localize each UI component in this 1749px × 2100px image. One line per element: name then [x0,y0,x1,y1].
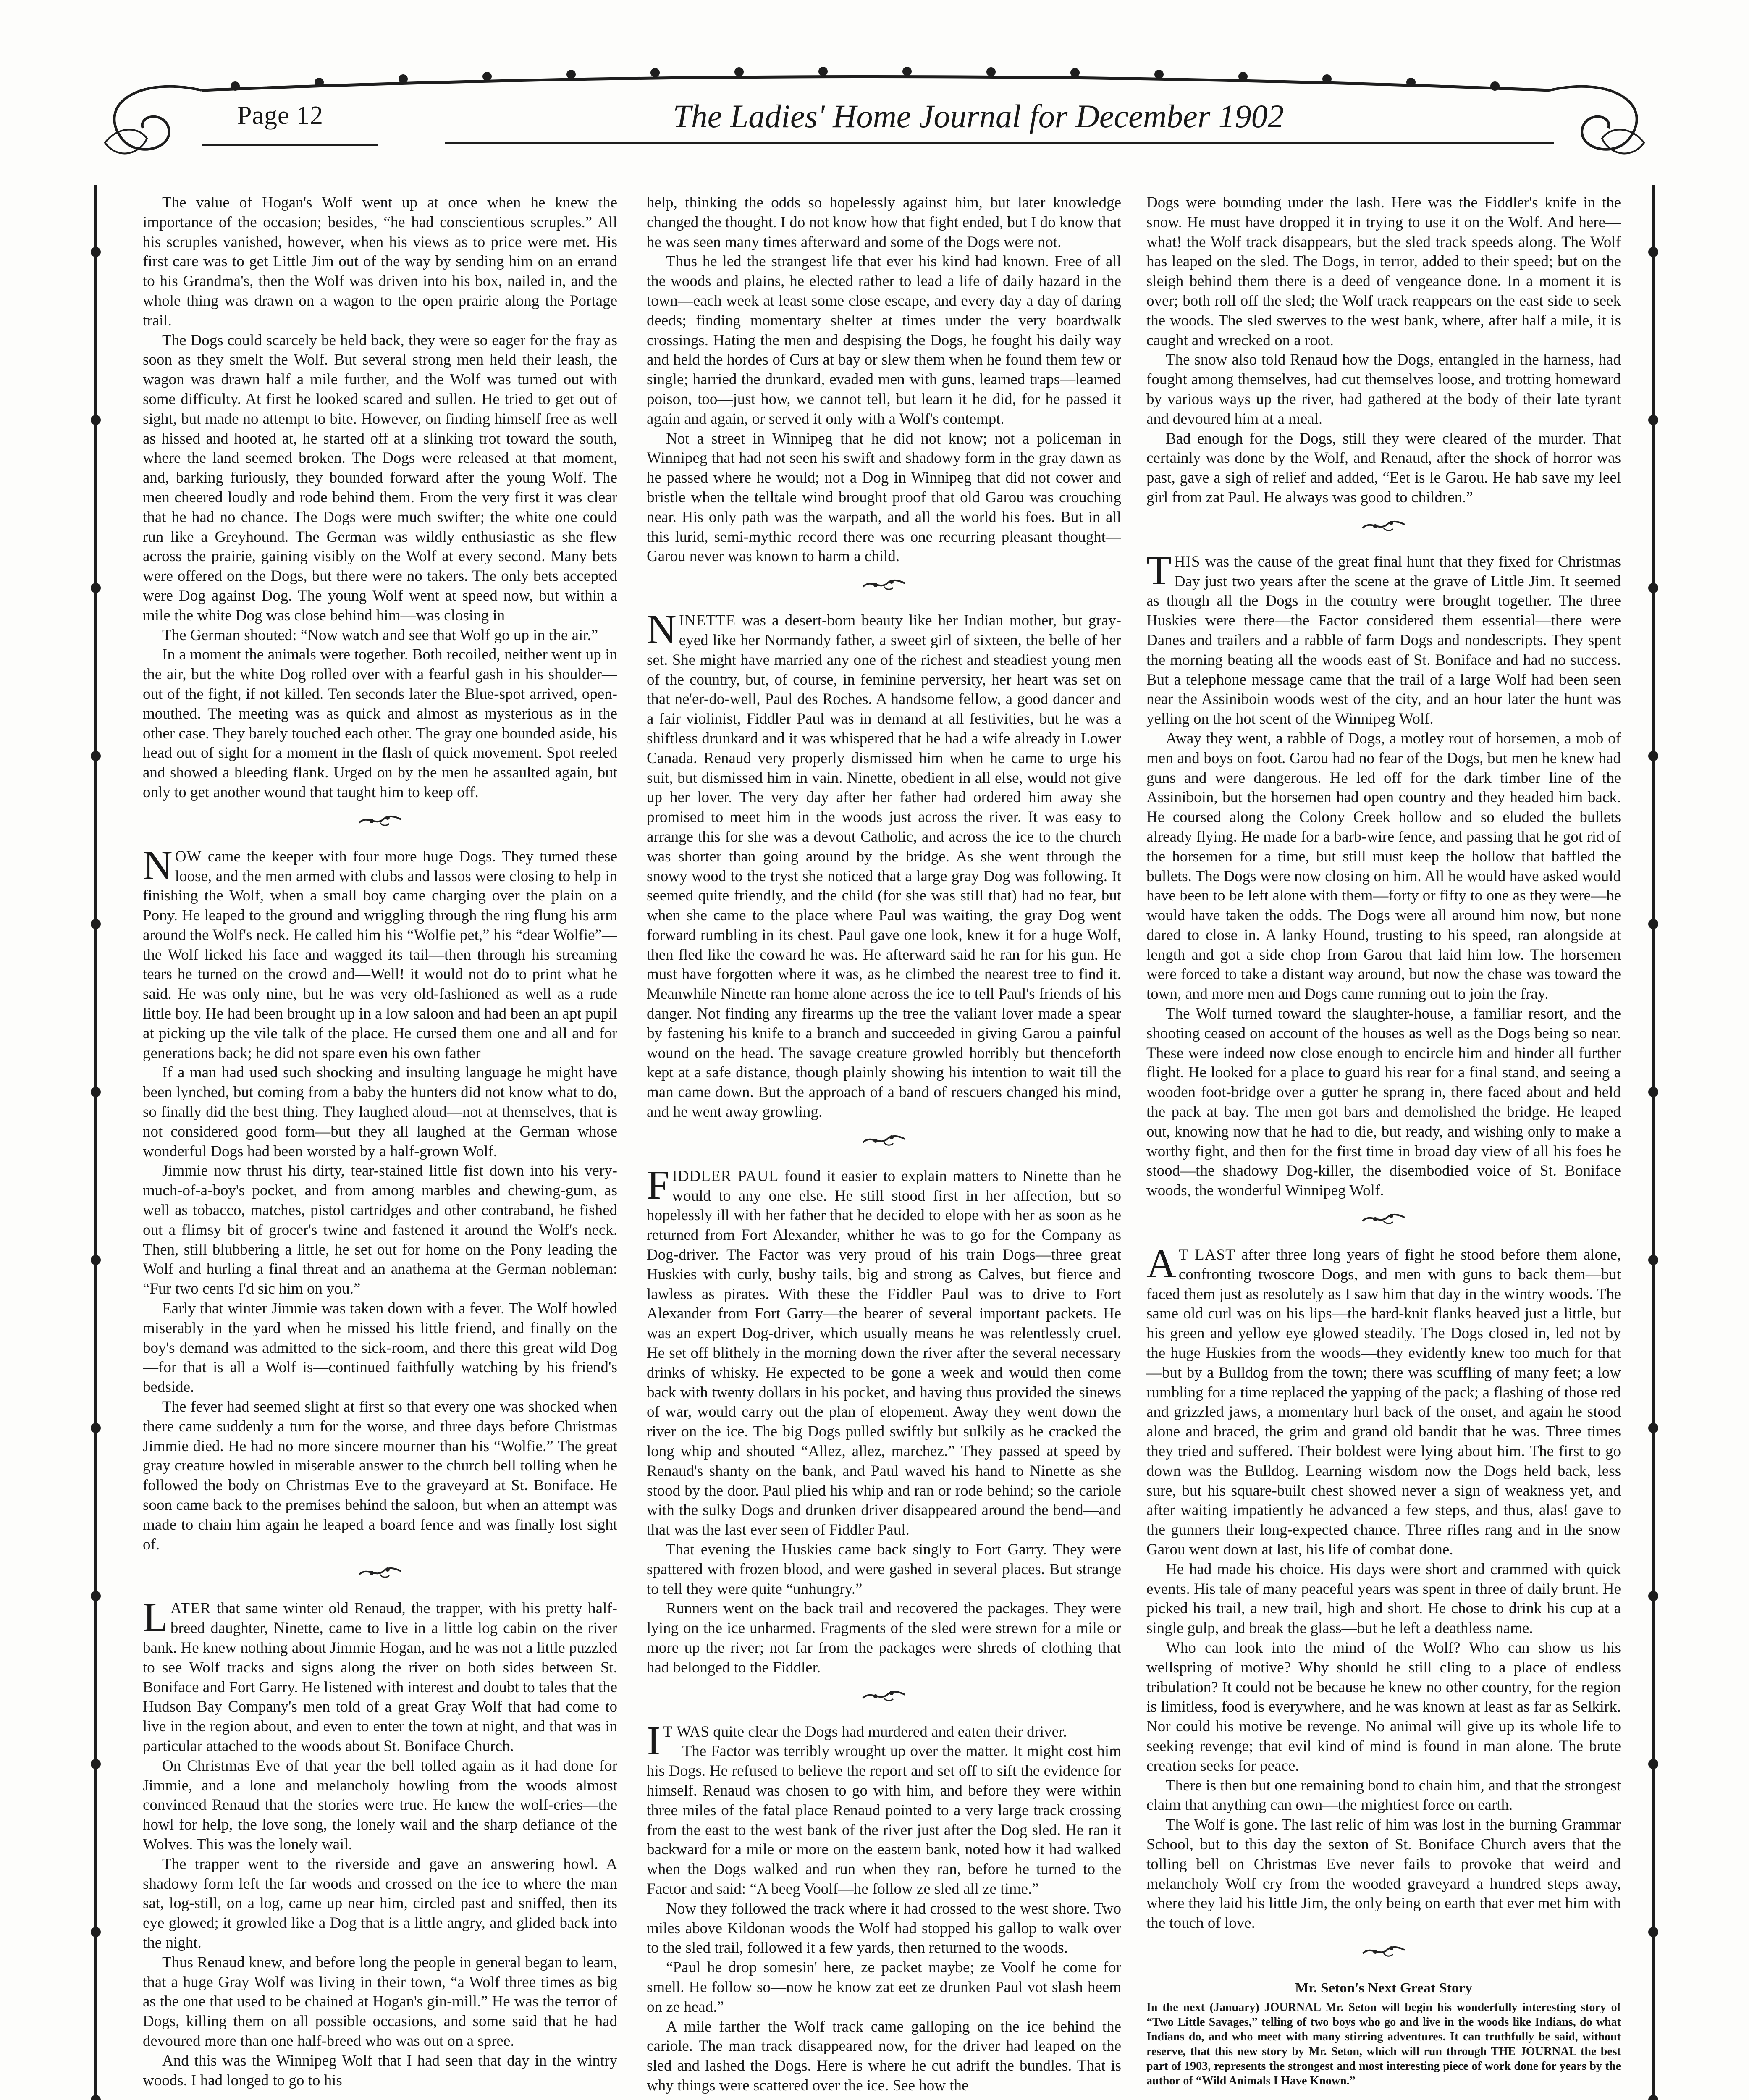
lead-in: INETTE [679,612,736,630]
drop-cap: I [647,1718,661,1764]
drop-cap: N [143,843,173,888]
running-head: The Ladies' Home Journal for December 1902 [673,98,1284,134]
paragraph: help, thinking the odds so hopelessly against him, but later knowledge changed the thought. I do not know how that fight ended, but I do know that he was seen many times afterward and some of the Dogs were not. [647,194,1121,251]
paragraph: Not a street in Winnipeg that he did not know; not a policeman in Winnipeg that had not seen his swift and shadowy form in the gray dawn as he passed where he would; not a Dog in Winnipeg that did not cower and bristle when the telltale wind brought proof that old Garou was crouching near. His only path was the warpath, and all the world his foes. But in all this lurid, semi-mythic record there was one recurring pleasant thought—Garou never was known to harm a child. [647,430,1121,565]
lead-in: HIS [1174,553,1201,570]
paragraph: The snow also told Renaud how the Dogs, entangled in the harness, had fought among themselves, had cut themselves loose, and trotting homeward by various ways up the river, had gathered at the body of their late tyrant and devoured him at a meal. [1146,351,1621,428]
text-column-2 [647,193,1121,2100]
paragraph: The trapper went to the riverside and gave an answering howl. A shadowy form left the far woods and crossed on the ice to where the man sat, log-still, on a log, came up near him, circled past and sniffed, then its eye glowed; it growled like a Dog that is a little angry, and glided back into the night. [143,1855,617,1951]
section-ornament-icon [647,1685,1121,1715]
paragraph: Thus he led the strangest life that ever his kind had known. Free of all the woods and plains, he elected rather to lead a life of daily hazard in the town—each week at least some close escape, and every day a day of daring deeds; finding momentary shelter at times under the very boardwalk crossings. Hating the men and despising the Dogs, he fought his daily way and held the hordes of Curs at bay or slew them when he found them few or single; harried the drunkard, evaded men with guns, learned traps—learned poison, too—just how, we cannot tell, but learn it he did, for he passed it again and again, or served it only with a Wolf's contempt. [647,253,1121,428]
paragraph-text: came the keeper with four more huge Dogs. They turned these loose, and the men armed with clubs and lassos were closing to help in finishing the Wolf, when a small boy came charging over the plain on a Pony. He leaped to the ground and wriggling through the ring flung his arm around the Wolf's neck. He called him his “Wolfie pet,” his “dear Wolfie”—the Wolf licked his face and wagged its tail—then through his streaming tears he turned on the crowd and—Well! it would not do to print what he said. He was only nine, but he was very old-fashioned as well as a rude little boy. He had been brought up in a low saloon and had been an apt pupil at picking up the vile talk of the place. He cursed them one and all and for generations back; he did not spare even his own father [143,848,617,1062]
section-ornament-icon [647,1130,1121,1159]
paragraph: The Factor was terribly wrought up over the matter. It might cost him his Dogs. He refused to believe the report and set off to sift the evidence for himself. Renaud was chosen to go with him, and before they were within three miles of the fatal place Renaud pointed to a very large track crossing from the east to the west bank of the river just after the Dog sled. He ran it backward for a mile or more on the eastern bank, noted how it had walked when the Dogs walked and run when they ran, before he turned to the Factor and said: “A beeg Voolf—he follow ze sled all ze time.” [647,1743,1121,1898]
paragraph: And this was the Winnipeg Wolf that I had seen that day in the wintry woods. I had longed to go to his [143,2052,617,2089]
section-ornament-icon [1146,1941,1621,1970]
paragraph: Away they went, a rabble of Dogs, a motley rout of horsemen, a mob of men and boys on foot. Garou had no fear of the Dogs, but men he knew had guns and were dangerous. He led off for the dark timber line of the Assiniboin, but the horsemen had open country and they headed him back. He coursed along the Colony Creek hollow and so eluded the bullets already flying. He made for a barb-wire fence, and passing that he got rid of the horsemen for a time, but still must keep the hollow that baffled the bullets. The Dogs were now closing on him. All he would have asked would have been to be left alone with them—forty or fifty to one as they were—he would have taken the odds. The Dogs were all around him now, but none dared to close in. A lanky Hound, trusting to his speed, ran alongside at length and got a side chop from Garou that laid him low. The horsemen were forced to take a distant way around, but now the chase was toward the town, and more men and Dogs came running out to join the fray. [1146,730,1621,1003]
paragraph: Jimmie now thrust his dirty, tear-stained little fist down into his very-much-of-a-boy's pocket, and from among marbles and chewing-gum, as well as tobacco, matches, pistol cartridges and other contraband, he fished out a flimsy bit of grocer's twine and fastened it around the Wolf's neck. Then, still blubbering a little, he set out for home on the Pony leading the Wolf and hurling a final threat and an anathema at the German nobleman: “Fur two cents I'd sic him on you.” [143,1162,617,1298]
section-ornament-icon [1146,515,1621,545]
paragraph: “Paul he drop somesin' here, ze packet maybe; ze Voolf he come for smell. He follow so—now he know zat eet ze drunken Paul vot slash heem on ze head.” [647,1959,1121,2016]
text-column-1 [143,193,617,2100]
paragraph: Early that winter Jimmie was taken down with a fever. The Wolf howled miserably in the yard when he missed his little friend, and finally on the boy's demand was admitted to the sick-room, and there this great wild Dog—for that is all a Wolf is—continued faithfully watching by his friend's bedside. [143,1300,617,1396]
next-story-heading: Mr. Seton's Next Great Story [1295,1980,1473,1996]
paragraph: The German shouted: “Now watch and see that Wolf go up in the air.” [162,626,598,644]
drop-cap: A [1146,1241,1176,1287]
paragraph: The Wolf turned toward the slaughter-house, a familiar resort, and the shooting ceased on account of the houses as well as the Dogs being so near. These were indeed now close enough to encircle him and hinder all further flight. He looked for a place to guard his rear for a final stand, and seeing a wooden foot-bridge over a gutter he sprang in, there faced about and held the pack at bay. The men got bars and demolished the bridge. He leaped out, knowing now that he had to die, but ready, and wishing only to make a worthy fight, and then for the first time in broad day view of all his foes he stood—the shadowy Dog-killer, the disembodied voice of St. Boniface woods, the wonderful Winnipeg Wolf. [1146,1005,1621,1200]
paragraph: Runners went on the back trail and recovered the packages. They were lying on the ice unharmed. Fragments of the sled were strewn for a mile or more up the river; not far from the packages were shreds of clothing that had belonged to the Fiddler. [647,1600,1121,1676]
section-ornament-icon [143,810,617,840]
lead-in: T LAST [1178,1246,1235,1264]
paragraph: Dogs were bounding under the lash. Here was the Fiddler's knife in the snow. He must have dropped it in trying to use it on the Wolf. And here—what! the Wolf track disappears, but the sled track speeds along. The Wolf has leaped on the sled. The Dogs, in terror, added to their speed; but on the sleigh behind them there is a deed of vengeance done. In a moment it is over; both roll off the sled; the Wolf track reappears on the east side to seek the woods. The sled swerves to the west bank, where, after half a mile, it is caught and wrecked on a root. [1146,194,1621,349]
paragraph-text: was a desert-born beauty like her Indian mother, but gray-eyed like her Normandy father, a sweet girl of sixteen, the belle of her set. She might have married any one of the richest and steadiest young men of the country, but, of course, in feminine perversity, her heart was set on that ne'er-do-well, Paul des Roches. A handsome fellow, a good dancer and a fair violinist, Fiddler Paul was in demand at all festivities, but he was a shiftless drunkard and it was whispered that he had a wife already in Lower Canada. Renaud very properly dismissed him when he came to urge his suit, but dismissed him in vain. Ninette, obedient in all else, would not give up her lover. The very day after her father had ordered him away she promised to meet him in the woods just across the river. It was easy to arrange this for she was a devout Catholic, and across the ice to the church was shorter than going around by the bridge. As she went through the snowy wood to the tryst she noticed that a large gray Dog was following. It seemed quite friendly, and the child (for she was still that) had no fear, but when she came to the place where Paul was waiting, the gray Dog went forward rumbling in its chest. Paul gave one look, knew it for a huge Wolf, then fled like the coward he was. He afterward said he ran for his gun. He must have forgotten where it was, as he climbed the nearest tree to find it. Meanwhile Ninette ran home alone across the ice to tell Paul's friends of his danger. Not finding any firearms up the tree the valiant lover made a spear by fastening his knife to a branch and succeeded in giving Garou a painful wound on the head. The savage creature growled horribly but thenceforth kept at a safe distance, though plainly showing his intention to wait till the man came down. But the approach of a band of rescuers changed his mind, and he went away growling. [647,612,1121,1121]
page-number: Page 12 [237,101,324,130]
next-story-notice: In the next (January) JOURNAL Mr. Seton will begin his wonderfully interesting story of “Two Little Savages,” telling of two boys who go and live in the woods like Indians, do what Indians do, and who meet with many stirring adventures. It can truthfully be said, without reserve, that this new story by Mr. Seton, which will run through THE JOURNAL the best part of 1903, represents the strongest and most interesting piece of work done for years by the author of “Wild Animals I Have Known.” [1146,2000,1621,2087]
paragraph: Bad enough for the Dogs, still they were cleared of the murder. That certainly was done by the Wolf, and Renaud, after the shock of horror was past, gave a sigh of relief and added, “Eet is le Garou. He hab save my leel girl from zat Paul. He always was good to children.” [1146,430,1621,506]
paragraph: The Dogs could scarcely be held back, they were so eager for the fray as soon as they smelt the Wolf. But several strong men held their leash, the wagon was drawn half a mile further, and the Wolf was turned out with some difficulty. At first he looked scared and sullen. He tried to get out of sight, but made no attempt to bite. However, on finding himself free as well as hissed and hooted at, he started off at a slinking trot toward the south, where the land seemed broken. The Dogs were released at that moment, and, barking furiously, they bounded forward after the young Wolf. The men cheered loudly and rode behind them. From the very first it was clear that he had no chance. The Dogs were much swifter; the white one could run like a Greyhound. The German was wildly enthusiastic as she flew across the prairie, gaining visibly on the Wolf at every second. Many bets were offered on the Dogs, but there were no takers. The only bets accepted were Dog against Dog. The young Wolf went at speed now, but within a mile the white Dog was close behind him—was closing in [143,331,617,624]
section-ornament-icon [1146,1208,1621,1238]
drop-cap: N [647,607,677,653]
paragraph-text: WAS quite clear the Dogs had murdered and eaten their driver. [673,1723,1067,1740]
lead-in: IDDLER PAUL [672,1167,779,1185]
paragraph: On Christmas Eve of that year the bell tolled again as it had done for Jimmie, and a lone and melancholy howling from the woods almost convinced Renaud that the stories were true. He knew the wolf-cries—the howl for help, the love song, the lonely wail and the sharp defiance of the Wolves. This was the lonely wail. [143,1757,617,1853]
paragraph-text: was the cause of the great final hunt that they fixed for Christmas Day just two years after the scene at the grave of Little Jim. It seemed as though all the Dogs in the country were brought together. The three Huskies were there—the Factor considered them essential—there were Danes and trailers and a rabble of farm Dogs and nondescripts. They spent the morning beating all the woods east of St. Boniface and had no success. But a telephone message came that the trail of a large Wolf had been seen near the Assiniboin woods west of the city, and an hour later the hunt was yelling on the hot scent of the Winnipeg Wolf. [1146,553,1621,728]
text-column-3 [1146,193,1621,2100]
paragraph: If a man had used such shocking and insulting language he might have been lynched, but coming from a baby the hunters did not know what to do, so finally did the best thing. They laughed aloud—not at themselves, that is not considered good form—but they all laughed at the German whose wonderful Dogs had been worsted by a half-grown Wolf. [143,1064,617,1160]
drop-cap: L [143,1595,168,1641]
paragraph: The value of Hogan's Wolf went up at once when he knew the importance of the occasion; besides, “he had conscientious scruples.” All his scruples vanished, however, when his views as to price were met. His first care was to get Little Jim out of the way by sending him on an errand to his Grandma's, then the Wolf was driven into his box, nailed in, and the whole thing was drawn on a wagon to the open prairie along the Portage trail. [143,194,617,329]
lead-in: ATER [170,1600,211,1617]
paragraph: He had made his choice. His days were short and crammed with quick events. His tale of many peaceful years was spent in three of daily brunt. He picked his trail, a new trail, high and short. He chose to drink his cup at a single gulp, and break the glass—but he left a deathless name. [1146,1560,1621,1637]
paragraph-text: found it easier to explain matters to Ninette than he would to any one else. He still stood first in her affection, but so hopelessly ill with her father that he decided to elope with her as soon as he returned from Fort Alexander, whither he was to go for the Company as Dog-driver. The Factor was very proud of his train Dogs—three great Huskies with curly, bushy tails, big and strong as Calves, but fierce and lawless as pirates. With these the Fiddler Paul was to drive to Fort Alexander from Fort Garry—the bearer of several important packets. He was an expert Dog-driver, which usually means he was relentlessly cruel. He set off blithely in the morning down the river after the several necessary drinks of whisky. He expected to be gone a week and would then come back with twenty dollars in his pocket, and having thus provided the sinews of war, would carry out the plan of elopement. Away they went down the river on the ice. The big Dogs pulled swiftly but sulkily as he cracked the long whip and shouted “Allez, allez, marchez.” They passed at speed by Renaud's shanty on the bank, and Paul waved his hand to Ninette as she stood by the door. Paul plied his whip and ran or rode behind; so the cariole with the sulky Dogs and drunken driver disappeared around the bend—and that was the last ever seen of Fiddler Paul. [647,1167,1121,1539]
paragraph: Thus Renaud knew, and before long the people in general began to learn, that a huge Gray Wolf was living in their town, “a Wolf three times as big as the one that used to be chained at Hogan's gin-mill.” He was the terror of Dogs, killing them on all possible occasions, and some said that he had devoured more than one half-breed who was out on a spree. [143,1953,617,2050]
drop-cap: T [1146,548,1172,593]
section-ornament-icon [143,1562,617,1591]
paragraph-with-dropcap [143,843,617,1063]
paragraph-with-dropcap [647,1162,1121,1540]
paragraph: There is then but one remaining bond to chain him, and that the strongest claim that anything can own—the mightiest force on earth. [1146,1777,1621,1814]
section-ornament-icon [647,574,1121,604]
paragraph: The fever had seemed slight at first so that every one was shocked when there came suddenly a turn for the worse, and three days before Christmas Jimmie died. He had no more sincere mourner than his “Wolfie.” The great gray creature howled in miserable answer to the church bell tolling when he followed the body on Christmas Eve to the graveyard at St. Boniface. He soon came back to the premises behind the saloon, but when an attempt was made to chain him again he leaped a board fence and was finally lost sight of. [143,1398,617,1553]
paragraph: A mile farther the Wolf track came galloping on the ice behind the cariole. The man track disappeared now, for the driver had leaped on the sled and lashed the Dogs. Here is where he cut adrift the bundles. That is why things were scattered over the ice. See how the [647,2018,1121,2094]
paragraph-with-dropcap [1146,1241,1621,1560]
paragraph: In a moment the animals were together. Both recoiled, neither went up in the air, but the white Dog rolled over with a fearful gash in his shoulder—out of the fight, if not killed. Ten seconds later the Blue-spot arrived, open-mouthed. The meeting was as quick and almost as mysterious as in the other case. They barely touched each other. The gray one bounded aside, his head out of sight for a moment in the flash of quick movement. Spot reeled and showed a bleeding flank. Urged on by the men he assaulted again, but only to get another wound that taught him to keep off. [143,646,617,801]
paragraph: Now they followed the track where it had crossed to the west shore. Two miles above Kildonan woods the Wolf had stopped his gallop to walk over to the sled trail, followed it a few yards, then returned to the woods. [647,1900,1121,1957]
paragraph-with-dropcap [1146,548,1621,729]
paragraph-with-dropcap [647,607,1121,1122]
lead-in: T [663,1723,673,1740]
paragraph: The Wolf is gone. The last relic of him was lost in the burning Grammar School, but to this day the sexton of St. Boniface Church avers that the tolling bell on Christmas Eve never fails to provoke that weird and melancholy Wolf cry from the wooded graveyard a hundred steps away, where they laid his little Jim, the only being on earth that ever met him with the touch of love. [1146,1816,1621,1932]
paragraph: Who can look into the mind of the Wolf? Who can show us his wellspring of motive? Why should he still cling to a place of endless tribulation? It could not be because he knew no other country, for the region is limitless, food is everywhere, and he was known at least as far as Selkirk. Nor could his motive be revenge. No animal will give up its whole life to seeking revenge; that evil kind of mind is found in man alone. The brute creation seeks for peace. [1146,1639,1621,1774]
paragraph-with-dropcap [647,1718,1121,1764]
paragraph-text: after three long years of fight he stood before them alone, confronting twoscore Dogs, and men with guns to back them—but faced them just as resolutely as I saw him that day in the wintry woods. The same old curl was on his lips—the hard-knit flanks heaved just a little, but his green and yellow eye glowed steadily. The Dogs closed in, led not by the huge Huskies from the woods—they evidently knew too much for that—but by a Bulldog from the town; there was scuffling of many feet; a low rumbling for a time replaced the yapping of the pack; a flashing of those red and grizzled jaws, a momentary hurl back of the onset, and again he stood alone and braced, the grim and grand old bandit that he was. Three times they tried and suffered. Their boldest were lying about him. The first to go down was the Bulldog. Learning wisdom now the Dogs held back, less sure, but his square-built chest showed never a sign of weakness yet, and after waiting impatiently he advanced a few steps, and thus, alas! gave to the gunners their long-expected chance. Three rifles rang and in the snow Garou went down at last, his life of combat done. [1146,1246,1621,1558]
drop-cap: F [647,1162,670,1208]
paragraph-with-dropcap [143,1595,617,1756]
paragraph-text: that same winter old Renaud, the trapper, with his pretty half-breed daughter, Ninette, came to live in a little log cabin on the river bank. He knew nothing about Jimmie Hogan, and he was not a little puzzled to see Wolf tracks and signs along the river on both sides between St. Boniface and Fort Garry. He listened with interest and doubt to tales that the Hudson Bay Company's men told of a great Gray Wolf that had come to live in the region about, and even to enter the town at night, and that was in particular attached to the woods about St. Boniface Church. [143,1600,617,1755]
paragraph: That evening the Huskies came back singly to Fort Garry. They were spattered with frozen blood, and were gashed in several places. But strange to tell they were quite “unhungry.” [647,1541,1121,1598]
lead-in: OW [175,848,202,865]
